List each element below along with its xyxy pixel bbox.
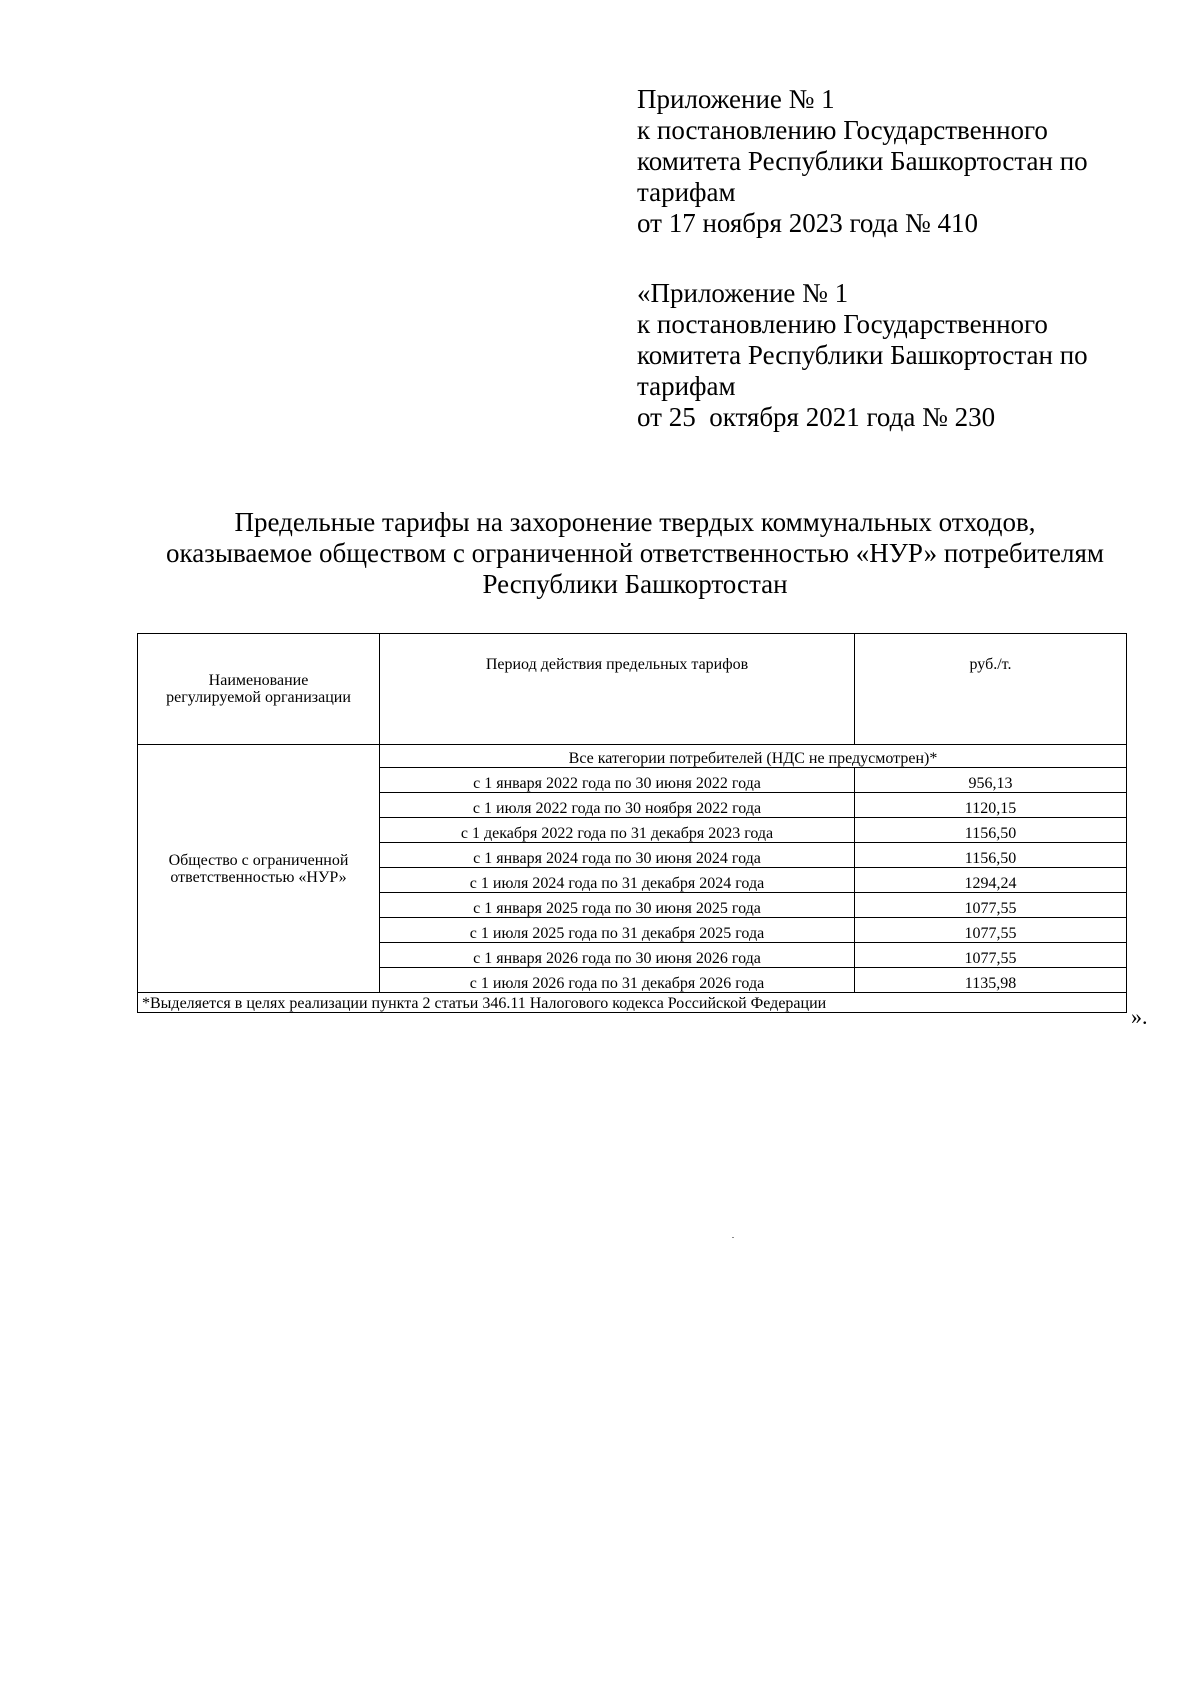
annex-line: к постановлению Государственного	[637, 309, 1048, 339]
period-cell: с 1 июля 2024 года по 31 декабря 2024 года	[380, 868, 855, 893]
title-line: Республики Башкортостан	[482, 569, 788, 599]
period-cell: с 1 декабря 2022 года по 31 декабря 2023 года	[380, 818, 855, 843]
category-row	[138, 745, 1127, 768]
tariff-value-cell: 1156,50	[855, 843, 1127, 868]
document-title	[110, 507, 1160, 600]
tariff-value-cell: 956,13	[855, 768, 1127, 793]
annex-line: к постановлению Государственного	[637, 115, 1048, 145]
tariff-value-cell: 1156,50	[855, 818, 1127, 843]
annex-header-current	[637, 84, 1137, 239]
header-org-line: Наименование	[208, 672, 309, 689]
tariff-value-cell: 1077,55	[855, 943, 1127, 968]
annex-line: «Приложение № 1	[637, 278, 849, 308]
annex-line: тарифам	[637, 371, 736, 401]
annex-line: Приложение № 1	[637, 84, 835, 114]
annex-line: комитета Республики Башкортостан по	[637, 146, 1088, 176]
title-line: оказываемое обществом с ограниченной ответственностью «НУР» потребителям	[165, 538, 1104, 568]
annex-line: комитета Республики Башкортостан по	[637, 340, 1088, 370]
closing-quote-mark: ».	[1131, 1004, 1148, 1029]
tariff-value-cell: 1077,55	[855, 918, 1127, 943]
header-period: Период действия предельных тарифов	[380, 634, 855, 745]
organization-line: ответственностью «НУР»	[170, 868, 347, 886]
tariff-value-cell: 1294,24	[855, 868, 1127, 893]
scan-speck	[732, 1237, 734, 1238]
footnote-row	[138, 993, 1127, 1013]
header-organization	[138, 634, 380, 745]
period-cell: с 1 июля 2022 года по 30 ноября 2022 года	[380, 793, 855, 818]
tariffs-table	[137, 633, 1127, 1013]
tariff-value-cell: 1077,55	[855, 893, 1127, 918]
title-line: Предельные тарифы на захоронение твердых коммунальных отходов,	[234, 507, 1036, 537]
annex-line: от 17 ноября 2023 года № 410	[637, 208, 979, 238]
period-cell: с 1 января 2025 года по 30 июня 2025 года	[380, 893, 855, 918]
category-label: Все категории потребителей (НДС не предусмотрен)*	[380, 745, 1127, 768]
period-cell: с 1 июля 2025 года по 31 декабря 2025 года	[380, 918, 855, 943]
period-cell: с 1 января 2024 года по 30 июня 2024 года	[380, 843, 855, 868]
period-cell: с 1 января 2022 года по 30 июня 2022 года	[380, 768, 855, 793]
footnote: *Выделяется в целях реализации пункта 2 статьи 346.11 Налогового кодекса Российской Федерации	[138, 993, 1127, 1013]
period-cell: с 1 января 2026 года по 30 июня 2026 года	[380, 943, 855, 968]
header-unit: руб./т.	[855, 634, 1127, 745]
annex-header-original	[637, 278, 1137, 433]
organization-line: Общество с ограниченной	[168, 851, 349, 869]
table-header-row	[138, 634, 1127, 745]
tariff-value-cell: 1135,98	[855, 968, 1127, 993]
period-cell: с 1 июля 2026 года по 31 декабря 2026 года	[380, 968, 855, 993]
annex-line: тарифам	[637, 177, 736, 207]
annex-line: от 25 октября 2021 года № 230	[637, 402, 996, 432]
organization-name-cell	[138, 745, 380, 993]
header-org-line: регулируемой организации	[166, 689, 351, 706]
tariff-value-cell: 1120,15	[855, 793, 1127, 818]
